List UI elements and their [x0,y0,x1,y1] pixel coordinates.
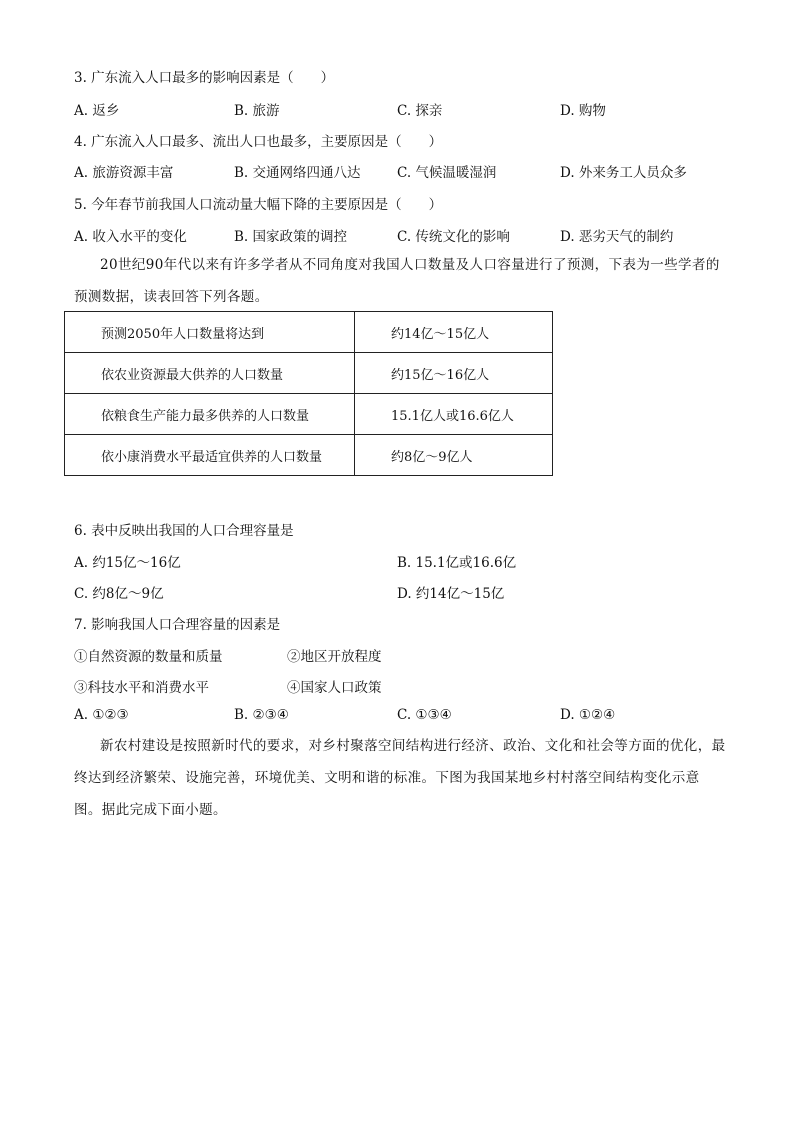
table-cell-label: 依农业资源最大供养的人口数量 [65,353,355,394]
question-7-item-1: ①自然资源的数量和质量 [74,649,223,665]
table-cell-value: 15.1亿人或16.6亿人 [355,394,553,435]
question-7-item-2: ②地区开放程度 [287,649,382,665]
question-4-option-a[interactable]: A. 旅游资源丰富 [74,165,174,181]
question-3-stem: 3. 广东流入人口最多的影响因素是（ ） [74,70,335,86]
question-7-option-c[interactable]: C. ①③④ [397,707,452,723]
question-6-option-a[interactable]: A. 约15亿～16亿 [74,555,181,571]
table-row [65,312,553,353]
question-4-option-d[interactable]: D. 外来务工人员众多 [560,165,687,181]
question-5-option-a[interactable]: A. 收入水平的变化 [74,229,187,245]
table-row [65,435,553,476]
question-7-item-3: ③科技水平和消费水平 [74,680,209,696]
question-6-option-c[interactable]: C. 约8亿～9亿 [74,586,164,602]
question-7-option-b[interactable]: B. ②③④ [234,707,289,723]
question-7-option-a[interactable]: A. ①②③ [74,707,129,723]
question-7-stem: 7. 影响我国人口合理容量的因素是 [74,617,281,633]
table-cell-value: 约14亿～15亿人 [355,312,553,353]
question-4-option-b[interactable]: B. 交通网络四通八达 [234,165,361,181]
table-cell-label: 依小康消费水平最适宜供养的人口数量 [65,435,355,476]
question-3-option-d[interactable]: D. 购物 [560,103,606,119]
question-7-option-d[interactable]: D. ①②④ [560,707,616,723]
question-3-option-b[interactable]: B. 旅游 [234,103,280,119]
question-5-option-c[interactable]: C. 传统文化的影响 [397,229,510,245]
table-row [65,353,553,394]
question-6-option-b[interactable]: B. 15.1亿或16.6亿 [397,555,517,571]
question-6-option-d[interactable]: D. 约14亿～15亿 [397,586,505,602]
table-cell-value: 约15亿～16亿人 [355,353,553,394]
question-6-stem: 6. 表中反映出我国的人口合理容量是 [74,523,294,539]
passage-rural-construction-text: 新农村建设是按照新时代的要求，对乡村聚落空间结构进行经济、政治、文化和社会等方面的优化，最终达到经济繁荣、设施完善，环境优美、文明和谐的标准。下图为我国某地乡村村落空间结构变化示意图。据此完成下面小题。 [74,738,726,818]
question-5-option-b[interactable]: B. 国家政策的调控 [234,229,348,245]
question-4-stem: 4. 广东流入人口最多、流出人口也最多，主要原因是（ ） [74,134,443,150]
question-5-option-d[interactable]: D. 恶劣天气的制约 [560,229,674,245]
table-cell-label: 预测2050年人口数量将达到 [65,312,355,353]
question-5-stem: 5. 今年春节前我国人口流动量大幅下降的主要原因是（ ） [74,197,443,213]
table-row [65,394,553,435]
table-cell-value: 约8亿～9亿人 [355,435,553,476]
passage-population-forecast-text: 20世纪90年代以来有许多学者从不同角度对我国人口数量及人口容量进行了预测，下表为一些学者的预测数据，读表回答下列各题。 [74,257,720,305]
question-3-option-c[interactable]: C. 探亲 [397,103,443,119]
passage-rural-construction [74,730,726,826]
question-4-option-c[interactable]: C. 气候温暖湿润 [397,165,497,181]
question-7-item-4: ④国家人口政策 [287,680,382,696]
question-3-option-a[interactable]: A. 返乡 [74,103,120,119]
passage-population-forecast [74,249,726,313]
table-cell-label: 依粮食生产能力最多供养的人口数量 [65,394,355,435]
population-forecast-table [64,311,553,476]
